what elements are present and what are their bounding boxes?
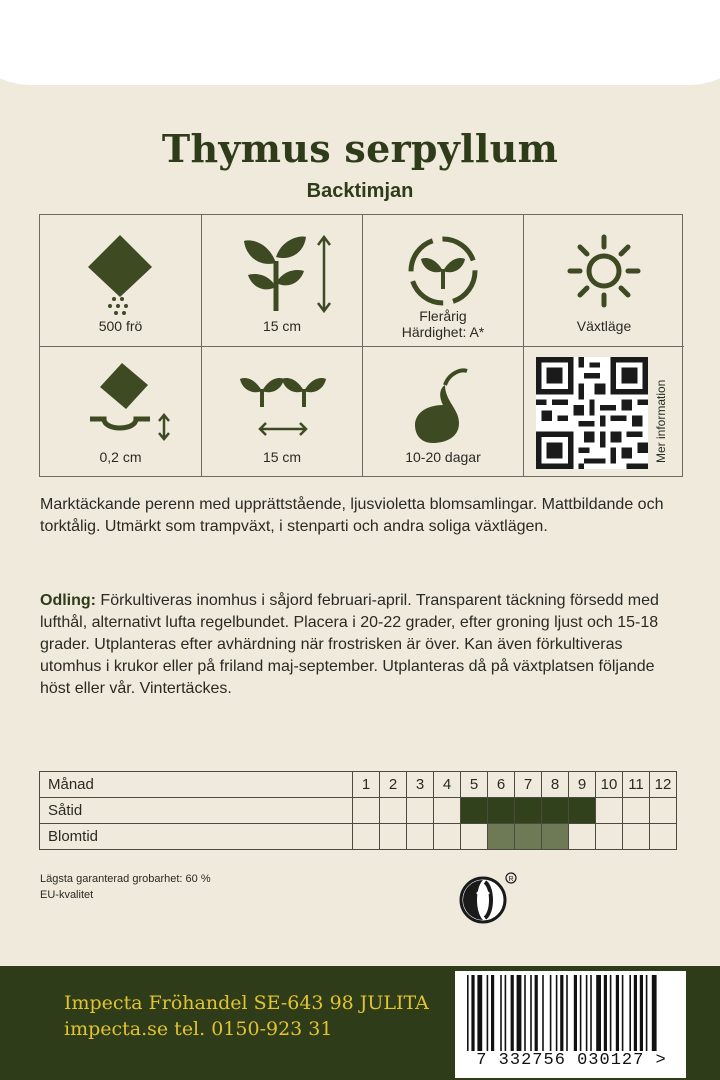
sun-icon	[524, 227, 685, 317]
bloom-cell	[569, 824, 596, 850]
sowing-cell	[461, 798, 488, 824]
month-2: 2	[380, 772, 407, 798]
depth-label: 0,2 cm	[99, 449, 142, 465]
cultivation	[40, 590, 684, 700]
more-info-label-box	[646, 355, 676, 467]
month-4: 4	[434, 772, 461, 798]
month-7: 7	[515, 772, 542, 798]
germination-note: Lägsta garanterad grobarhet: 60 %	[40, 873, 211, 885]
month-10: 10	[596, 772, 623, 798]
footer-contact: impecta.se tel. 0150-923 31	[64, 1018, 333, 1040]
sowing-cell	[380, 798, 407, 824]
hardiness-line: Härdighet: A*	[401, 324, 485, 340]
month-8: 8	[542, 772, 569, 798]
hang-hole	[0, 0, 720, 85]
barcode-number: 7 332756 030127 >	[476, 1051, 667, 1070]
month-9: 9	[569, 772, 596, 798]
page-title: Thymus serpyllum	[161, 126, 559, 171]
month-row	[40, 772, 677, 798]
sowing-depth-icon	[40, 359, 201, 449]
month-1: 1	[353, 772, 380, 798]
month-12: 12	[650, 772, 677, 798]
bloom-cell	[650, 824, 677, 850]
barcode	[455, 971, 686, 1078]
sowing-cell	[488, 798, 515, 824]
height-label: 15 cm	[262, 318, 302, 334]
cultivation-text: Förkultiveras inomhus i såjord februari-april. Transparent täckning försedd med lufthål, alternativt lufta regelbundet. Placera i 20-22 grader, efter groning ljust och 15-18 grader. Utplanteras efter avhärdning när frostrisken är över. Kan även förkultiveras utomhus i krukor eller på friland maj-september. Utplanteras då på växtplatsen följande höst eller vår. Vintertäckes.	[40, 592, 659, 697]
position-label: Växtläge	[576, 318, 632, 334]
sowing-cell	[542, 798, 569, 824]
spacing-label: 15 cm	[262, 449, 302, 465]
barcode-bars	[467, 975, 677, 1051]
bloom-cell	[596, 824, 623, 850]
germination-sprout-icon	[363, 359, 524, 449]
bloom-row	[40, 824, 677, 850]
bloom-cell	[542, 824, 569, 850]
sowing-cell	[407, 798, 434, 824]
month-5: 5	[461, 772, 488, 798]
description: Marktäckande perenn med upprättstående, ljusvioletta blomsamlingar. Mattbildande och torktålig. Utmärkt som trampväxt, i stenparti och andra soliga växtlägen.	[40, 496, 664, 535]
sowing-row	[40, 798, 677, 824]
sowing-cell	[353, 798, 380, 824]
spacing-cell	[201, 346, 362, 477]
quality-note: EU-kvalitet	[40, 889, 94, 901]
svg-text:R: R	[508, 876, 514, 883]
sowing-label: Såtid	[40, 798, 353, 824]
bloom-label: Blomtid	[40, 824, 353, 850]
depth-cell	[40, 346, 201, 477]
sowing-cell	[569, 798, 596, 824]
sowing-cell	[434, 798, 461, 824]
seed-pack-icon	[40, 227, 201, 317]
bloom-cell	[515, 824, 542, 850]
calendar-table	[39, 771, 677, 850]
sowing-cell	[515, 798, 542, 824]
bloom-cell	[353, 824, 380, 850]
bloom-cell	[623, 824, 650, 850]
info-grid	[39, 214, 683, 477]
cultivation-label: Odling:	[40, 592, 96, 609]
perennial-cycle-icon	[363, 227, 524, 317]
perennial-label	[363, 308, 523, 340]
bloom-cell	[434, 824, 461, 850]
month-6: 6	[488, 772, 515, 798]
bloom-cell	[380, 824, 407, 850]
plant-spacing-icon	[202, 359, 363, 449]
bloom-cell	[488, 824, 515, 850]
footer-address: Impecta Fröhandel SE-643 98 JULITA	[64, 992, 429, 1014]
page-subtitle: Backtimjan	[306, 180, 414, 202]
green-dot-recycling-icon	[457, 872, 519, 924]
qr-code[interactable]	[536, 357, 648, 469]
sowing-cell	[623, 798, 650, 824]
month-3: 3	[407, 772, 434, 798]
seeds-label: 500 frö	[98, 318, 143, 334]
height-cell	[201, 215, 362, 346]
germination-label: 10-20 dagar	[405, 449, 481, 465]
qr-cell	[523, 346, 684, 477]
position-cell	[523, 215, 684, 346]
perennial-line-1: Flerårig	[419, 308, 467, 324]
bloom-cell	[407, 824, 434, 850]
germination-cell	[362, 346, 523, 477]
perennial-cell	[362, 215, 523, 346]
more-info-text: Mer information	[654, 379, 668, 463]
bloom-cell	[461, 824, 488, 850]
seeds-cell	[40, 215, 201, 346]
month-label: Månad	[40, 772, 353, 798]
sowing-cell	[596, 798, 623, 824]
sowing-cell	[650, 798, 677, 824]
month-11: 11	[623, 772, 650, 798]
plant-height-icon	[202, 227, 363, 317]
